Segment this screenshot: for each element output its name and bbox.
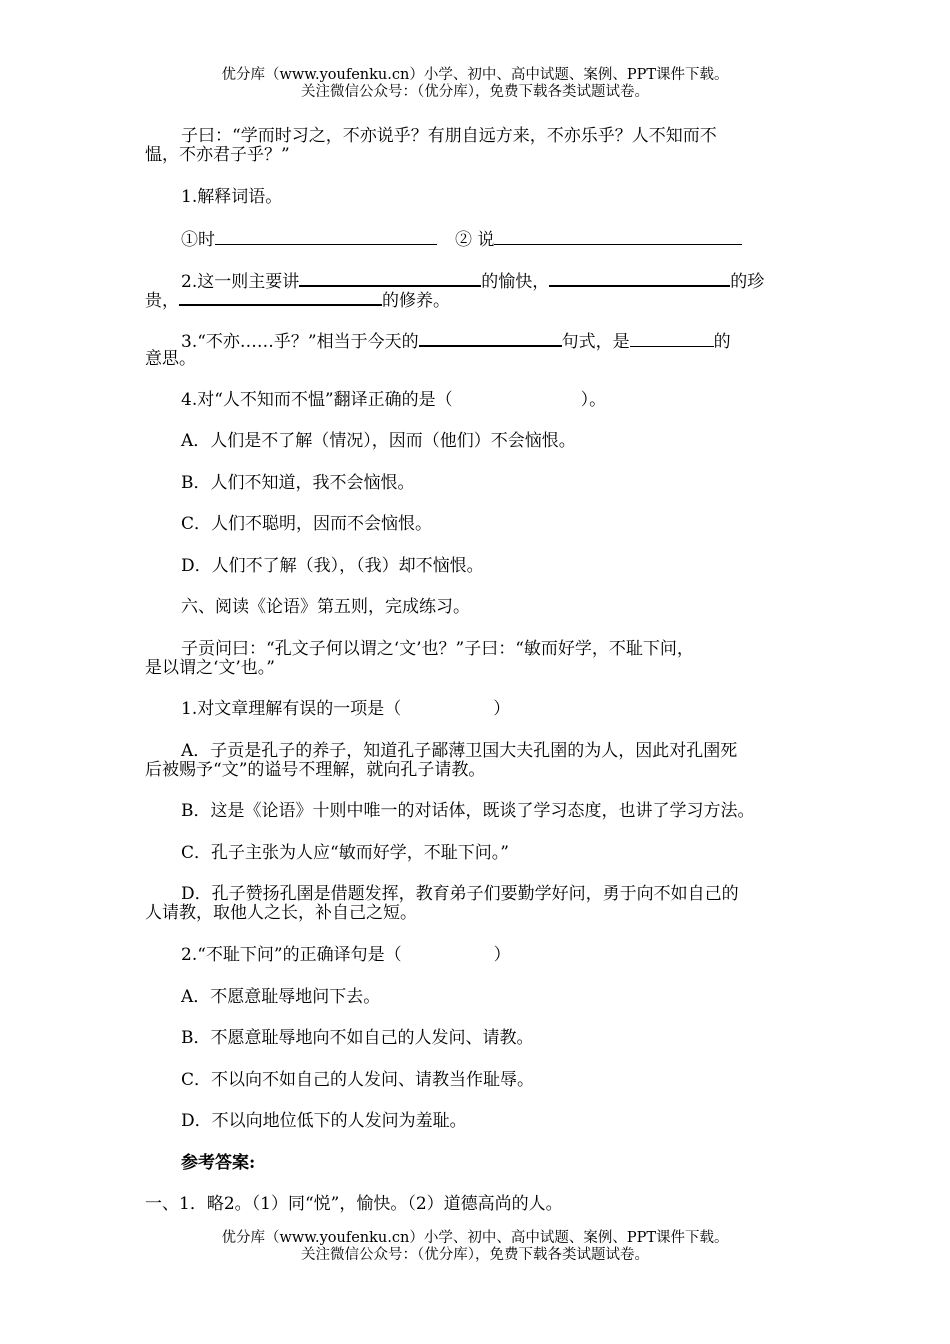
s6-q2-stem	[181, 945, 861, 965]
q4-option-d: D．人们不了解（我），（我）却不恼恨。	[181, 556, 484, 576]
q4-stem-end: ）。	[580, 390, 607, 410]
s6-q1-stem	[181, 699, 861, 719]
answers-line1: 一、1．略2。（1）同“悦”，愉快。（2）道德高尚的人。	[145, 1194, 563, 1214]
q2-text-5: 的修养。	[382, 291, 450, 311]
page-header	[0, 67, 950, 101]
answers-title: 参考答案:	[181, 1153, 256, 1173]
q2-text-4: 贵，	[145, 291, 179, 311]
s6-q1-stem-start: 1.对文章理解有误的一项是（	[181, 699, 402, 719]
s6-q2-stem-start: 2.“不耻下问”的正确译句是（	[181, 945, 402, 965]
s6-q1-option-c: C．孔子主张为人应“敏而好学，不耻下问。”	[181, 843, 509, 863]
s6-q1-stem-end: ）	[493, 699, 511, 719]
q4-option-b: B．人们不知道，我不会恼恨。	[181, 473, 415, 493]
passage1-line2: 愠，不亦君子乎？”	[145, 145, 290, 165]
q4-stem-start: 4.对“人不知而不愠”翻译正确的是（	[181, 390, 453, 410]
q2-blank-1[interactable]	[299, 270, 481, 287]
q3-blank-1[interactable]	[419, 330, 562, 347]
q2-text-3: 的珍	[730, 272, 765, 292]
q1-stem: 1.解释词语。	[181, 187, 283, 207]
page-footer	[0, 1230, 950, 1264]
q2-text-2: 的愉快，	[481, 272, 550, 292]
q2-line2	[145, 289, 825, 311]
q4-stem	[181, 390, 861, 410]
s6-q1-option-b: B．这是《论语》十则中唯一的对话体，既谈了学习态度，也讲了学习方法。	[181, 801, 755, 821]
q1-item2-label: ② 说	[455, 230, 495, 250]
q2-blank-3[interactable]	[179, 289, 382, 306]
s6-q2-stem-end: ）	[493, 945, 511, 965]
q4-option-c: C．人们不聪明，因而不会恼恨。	[181, 514, 433, 534]
s6-q2-option-d: D．不以向地位低下的人发问为羞耻。	[181, 1111, 467, 1131]
s6-q1-option-a-line1: A．子贡是孔子的养子，知道孔子鄙薄卫国大夫孔圉的为人，因此对孔圉死	[181, 741, 738, 761]
header-line-1: 优分库（www.youfenku.cn）小学、初中、高中试题、案例、PPT课件下载。	[221, 67, 729, 83]
footer-line-2: 关注微信公众号：（优分库），免费下载各类试题试卷。	[301, 1247, 649, 1263]
s6-q1-option-d-line1: D．孔子赞扬孔圉是借题发挥，教育弟子们要勤学好问，勇于向不如自己的	[181, 884, 739, 904]
q3-line2: 意思。	[145, 349, 196, 369]
q2-text-1: 2.这一则主要讲	[181, 272, 300, 292]
s6-q2-option-c: C．不以向不如自己的人发问、请教当作耻辱。	[181, 1070, 535, 1090]
q3-blank-2[interactable]	[630, 331, 714, 347]
s6-q2-option-b: B．不愿意耻辱地向不如自己的人发问、请教。	[181, 1028, 534, 1048]
section6-title: 六、阅读《论语》第五则，完成练习。	[181, 597, 470, 617]
q1-item2-blank[interactable]	[494, 229, 742, 245]
q4-option-a: A．人们是不了解（情况），因而（他们）不会恼恨。	[181, 431, 576, 451]
s6-q1-option-a-line2: 后被赐予“文”的谥号不理解，就向孔子请教。	[145, 760, 486, 780]
passage1-line1: 子曰：“学而时习之，不亦说乎？有朋自远方来，不亦乐乎？人不知而不	[181, 126, 717, 146]
q2-blank-2[interactable]	[549, 270, 730, 287]
q3-text-1: 3.“不亦……乎？”相当于今天的	[181, 332, 419, 352]
q3-text-2: 句式，是	[561, 332, 630, 352]
s6-q2-option-a: A．不愿意耻辱地问下去。	[181, 987, 381, 1007]
section6-passage-line1: 子贡问曰：“孔文子何以谓之‘文’也？”子曰：“敏而好学，不耻下问，	[181, 639, 694, 659]
q1-item1-label: ①时	[181, 230, 215, 250]
q1-items	[181, 229, 861, 250]
section6-passage-line2: 是以谓之‘文’也。”	[145, 658, 275, 678]
s6-q1-option-d-line2: 人请教，取他人之长，补自己之短。	[145, 903, 417, 923]
q3-text-3: 的	[713, 332, 731, 352]
header-line-2: 关注微信公众号：（优分库），免费下载各类试题试卷。	[301, 84, 649, 100]
q1-item1-blank[interactable]	[215, 229, 437, 245]
footer-line-1: 优分库（www.youfenku.cn）小学、初中、高中试题、案例、PPT课件下载。	[221, 1230, 729, 1246]
